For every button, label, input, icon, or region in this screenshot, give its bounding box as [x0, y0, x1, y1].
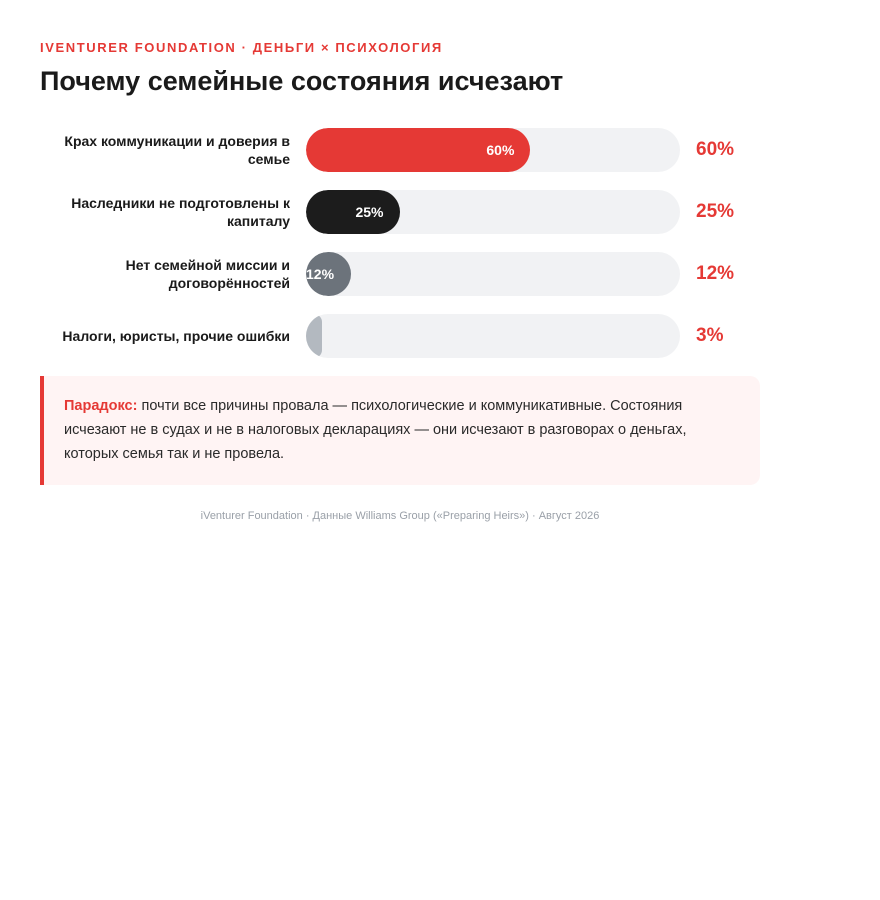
bar-row: [40, 314, 760, 358]
bar-track: [306, 190, 680, 234]
value-label: 3%: [696, 325, 724, 346]
value-label: 25%: [696, 201, 735, 222]
bar-inner-label: 12%: [306, 266, 335, 282]
paradox-callout: [40, 376, 760, 485]
category-label: Нет семейной миссии и договорённостей: [125, 257, 290, 291]
category-label: Наследники не подготовлены к капиталу: [71, 195, 290, 229]
value-label: 60%: [696, 139, 735, 160]
infographic: [40, 40, 760, 523]
bar-row: [40, 252, 760, 296]
bar-track: [306, 128, 680, 172]
bar-inner-label: 25%: [355, 204, 384, 220]
category-label: Крах коммуникации и доверия в семье: [64, 133, 290, 167]
bar-chart: [40, 128, 760, 358]
bar-inner-label: 60%: [486, 142, 515, 158]
category-label: Налоги, юристы, прочие ошибки: [62, 328, 290, 344]
footer-source: iVenturer Foundation · Данные Williams Group («Preparing Heirs») · Август 2026: [200, 510, 600, 522]
bar-row: [40, 190, 760, 234]
bar-track: [306, 314, 680, 358]
bar: [306, 190, 400, 234]
callout-lead: Парадокс:: [64, 398, 138, 414]
bar-row: [40, 128, 760, 172]
bar-track: [306, 252, 680, 296]
eyebrow: IVENTURER FOUNDATION · ДЕНЬГИ × ПСИХОЛОГИЯ: [40, 40, 443, 55]
callout-text: почти все причины провала — психологические и коммуникативные. Состояния исчезают не в судах и не в налоговых декларациях — они исчезают в разговорах о деньгах, которых семья так и не провела.: [64, 398, 687, 462]
page-title: Почему семейные состояния исчезают: [40, 66, 564, 96]
value-label: 12%: [696, 263, 735, 284]
bar: [306, 314, 322, 358]
